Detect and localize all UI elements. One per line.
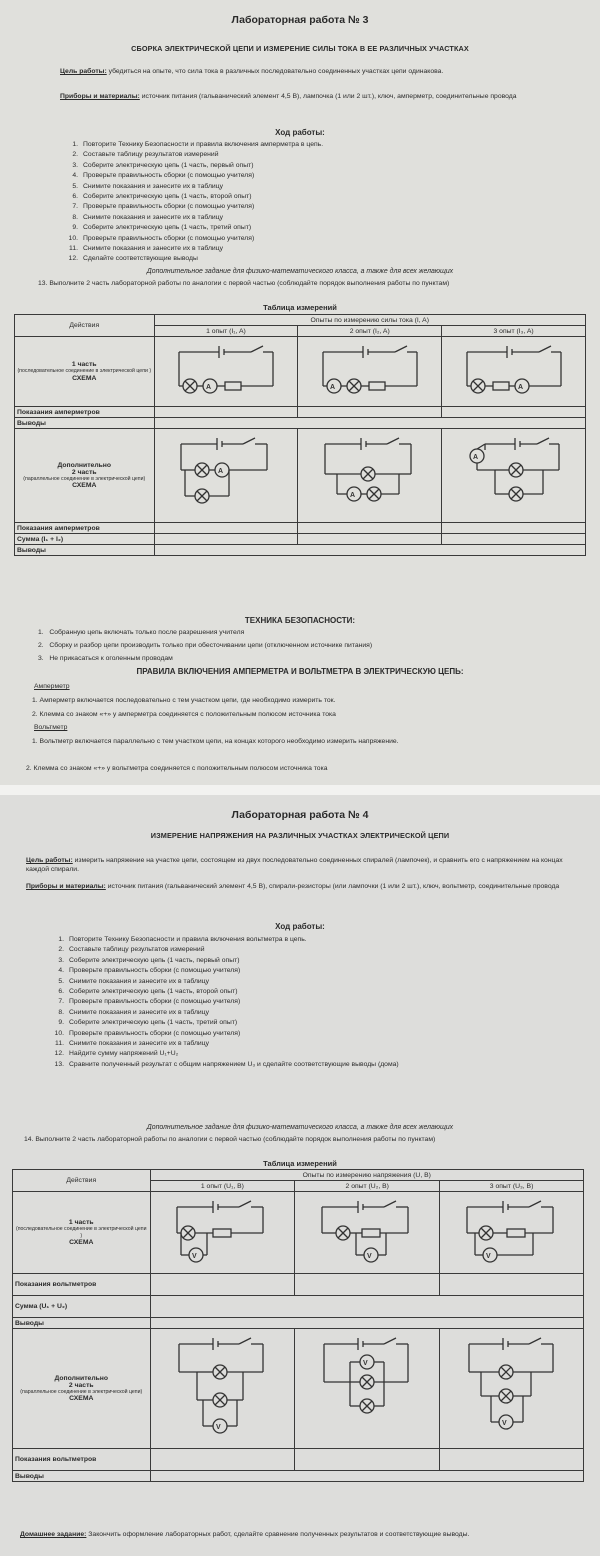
svg-text:A: A [329,383,335,391]
lab3-subtitle: СБОРКА ЭЛЕКТРИЧЕСКОЙ ЦЕПИ И ИЗМЕРЕНИЕ СИЛЫ ТОКА В ЕЕ РАЗЛИЧНЫХ УЧАСТКАХ [131,44,469,53]
series-circuit-voltmeter-diagram [167,1197,277,1269]
lab4-step: 3. Соберите электрическую цепь (1 часть, первый опыт) [58,956,240,964]
svg-text:A: A [517,383,523,391]
lab4-th-exp-2: 2 опыт (U₂, B) [295,1181,440,1192]
series-circuit-ammeter-diagram [459,342,569,402]
lab3-th-group: Опыты по измерению силы тока (I, A) [154,315,585,326]
lab3-circuit-2-cell [298,337,442,407]
lab4-homework [20,1531,580,1540]
lab3-part2-label: 2 часть [71,468,97,476]
svg-text:A: A [205,383,211,391]
lab4-goal-text: измерить напряжение на участке цепи, состоящем из двух последовательно соединенных спиралей (лампочек), и сравнить его с напряжением на концах каждой спирали. [26,857,563,873]
lab3-step: 5. Снимите показания и занесите их в таблицу [72,182,223,190]
lab4-tools-text: источник питания (гальванический элемент 4,5 В), спирали-резисторы (или лампочки (1 или 2 шт.), ключ, вольтметр, соединительные провода [105,883,560,890]
lab4-step: 7. Проверьте правильность сборки (с помощью учителя) [58,998,241,1006]
lab4-th-exp-1: 1 опыт (U₁, B) [150,1181,295,1192]
lab3-part1-label: 1 часть [71,361,97,369]
lab3-safety-item: 2. Сборку и разбор цепи производить только при обесточивании цепи (отключенном источнике питания) [38,642,373,649]
lab3-tools-text: источник питания (гальванический элемент 4,5 В), лампочка (1 или 2 шт.), ключ, амперметр, соединительные провода [139,93,517,100]
lab4-part1-note: (последовательное соединение в электрической цепи ) [16,1226,147,1239]
lab4-circuit-2-cell [295,1192,440,1274]
lab4-step: 13. Сравните полученный результат с общим напряжением U₃ и сделайте соответствующие выводы (дома) [54,1060,399,1068]
lab3-tools [60,93,560,102]
lab4-circuit-1-cell [150,1192,295,1274]
lab4-circuit-4-cell [150,1329,295,1449]
lab3-rules-title: ПРАВИЛА ВКЛЮЧЕНИЯ АМПЕРМЕТРА И ВОЛЬТМЕТРА В ЭЛЕКТРИЧЕСКУЮ ЦЕПЬ: [136,667,464,676]
lab3-step: 4. Проверьте правильность сборки (с помощью учителя) [72,172,255,180]
svg-text:V: V [216,1423,222,1431]
lab3-step: 10. Проверьте правильность сборки (с помощью учителя) [68,234,255,242]
lab4-th-exp-3: 3 опыт (U₃, B) [440,1181,584,1192]
lab3-goal [60,68,560,77]
lab4-part2-note: (параллельное соединение в электрической цепи) [20,1388,143,1395]
lab4-task-14: 14. Выполните 2 часть лабораторной работы по аналогии с первой частью (соблюдайте порядок выполнения работы по пунктам) [24,1136,436,1143]
lab4-part2-add-label: Дополнительно [54,1374,109,1382]
lab4-step: 12. Найдите сумму напряжений U₁+U₂ [54,1050,179,1058]
lab3-row-sum: Сумма (I₁ + I₂) [15,534,155,545]
lab4-homework-text: Закончить оформление лабораторных работ, сделайте сравнение полученных результатов и соответствующие выводы. [86,1531,470,1538]
lab3-part1-note: (последовательное соединение в электрической цепи ) [17,368,152,375]
lab4-th-actions: Действия [13,1170,151,1192]
lab3-th-actions: Действия [15,315,155,337]
lab4-step: 8. Снимите показания и занесите их в таблицу [58,1008,209,1016]
page-separator [0,785,600,795]
lab4-tools [26,883,574,892]
lab4-step: 1. Повторите Технику Безопасности и правила включения вольтметра в цепь. [58,936,307,943]
lab3-measurement-table [14,314,586,556]
lab3-row-readings2: Показания амперметров [15,523,155,534]
svg-text:A: A [217,467,223,475]
lab4-step: 10. Проверьте правильность сборки (с помощью учителя) [54,1029,241,1037]
lab3-step: 1. Повторите Технику Безопасности и правила включения амперметра в цепь. [72,141,324,148]
series-circuit-voltmeter-diagram [312,1197,422,1269]
lab4-step: 5. Снимите показания и занесите их в таблицу [58,977,209,985]
lab4-schema2-label: СХЕМА [69,1395,94,1403]
lab4-measurement-table [12,1169,584,1482]
series-circuit-ammeter-diagram [171,342,281,402]
lab4-circuit-5-cell [295,1329,440,1449]
parallel-circuit-voltmeter-diagram [312,1334,422,1444]
lab4-step: 4. Проверьте правильность сборки (с помощью учителя) [58,967,241,975]
svg-text:V: V [485,1252,491,1260]
lab3-ammeter-label: Амперметр [34,683,70,690]
lab3-step: 12. Сделайте соответствующие выводы [68,255,198,263]
lab3-row-conclusions: Выводы [15,418,155,429]
lab4-subtitle: ИЗМЕРЕНИЕ НАПРЯЖЕНИЯ НА РАЗЛИЧНЫХ УЧАСТКАХ ЭЛЕКТРИЧЕСКОЙ ЦЕПИ [150,831,450,840]
lab3-part2-cell [15,429,155,523]
lab3-step: 11. Снимите показания и занесите их в таблицу [69,245,223,253]
lab3-step: 9. Соберите электрическую цепь (1 часть, третий опыт) [72,224,252,232]
lab4-step: 2. Составьте таблицу результатов измерений [58,946,205,954]
lab4-extra-task-note: Дополнительное задание для физико-математического класса, а также для всех желающих [146,1124,454,1131]
lab4-step: 11. Снимите показания и занесите их в таблицу [55,1040,209,1048]
lab3-circuit-5-cell [298,429,442,523]
svg-text:V: V [363,1359,368,1367]
parallel-circuit-ammeter-diagram [459,436,569,516]
lab3-voltmeter-rule: 2. Клемма со знаком «+» у вольтметра соединяется с положительным полюсом источника тока [26,765,328,772]
svg-text:A: A [349,491,355,499]
lab3-step: 2. Составьте таблицу результатов измерений [72,151,219,159]
series-circuit-voltmeter-diagram [457,1197,567,1269]
lab3-ammeter-rule: 2. Клемма со знаком «+» у амперметра соединяется с положительным полюсом источника тока [32,711,336,718]
lab4-goal-label: Цель работы: [26,857,73,864]
lab3-row-readings: Показания амперметров [15,407,155,418]
lab3-task-13: 13. Выполните 2 часть лабораторной работы по аналогии с первой частью (соблюдайте порядок выполнения работы по пунктам) [38,280,450,287]
lab3-safety-item: 3. Не прикасаться к оголенным проводам [38,655,173,662]
parallel-circuit-voltmeter-diagram [167,1334,277,1444]
lab3-part2-add-label: Дополнительно [57,461,112,469]
lab4-procedure-heading: Ход работы: [275,922,325,931]
lab3-schema-label: СХЕМА [72,374,97,382]
lab3-th-exp-3: 3 опыт (I₃, A) [442,326,586,337]
lab4-schema-label: СХЕМА [69,1238,94,1246]
lab4-part1-cell [13,1192,151,1274]
lab3-goal-label: Цель работы: [60,68,107,75]
lab3-circuit-4-cell [154,429,298,523]
lab3-voltmeter-label: Вольтметр [34,724,68,731]
lab4-row-readings: Показания вольтметров [13,1274,151,1296]
lab4-row-conclusions: Выводы [13,1318,151,1329]
lab4-homework-label: Домашнее задание: [20,1531,87,1538]
lab4-part2-label: 2 часть [68,1381,94,1389]
lab-work-4-sheet [0,795,600,1556]
lab4-tools-label: Приборы и материалы: [26,883,106,890]
parallel-circuit-ammeter-diagram [171,436,281,516]
lab3-ammeter-rule: 1. Амперметр включается последовательно с тем участком цепи, где необходимо измерить ток. [32,697,336,704]
lab3-row-conclusions2: Выводы [15,545,155,556]
lab3-step: 7. Проверьте правильность сборки (с помощью учителя) [72,203,255,211]
lab4-table-caption: Таблица измерений [263,1159,337,1168]
svg-text:V: V [501,1419,507,1427]
lab3-schema2-label: СХЕМА [72,482,97,490]
lab3-title: Лабораторная работа № 3 [231,14,369,26]
lab3-part2-note: (параллельное соединение в электрической цепи) [23,475,146,482]
lab3-circuit-3-cell [442,337,586,407]
lab4-step: 9. Соберите электрическую цепь (1 часть, третий опыт) [58,1019,238,1027]
lab3-circuit-1-cell [154,337,298,407]
lab3-step: 8. Снимите показания и занесите их в таблицу [72,213,223,221]
parallel-circuit-ammeter-diagram [315,436,425,516]
lab3-goal-text: убедиться на опыте, что сила тока в различных последовательно соединенных участках цепи одинакова. [106,68,444,75]
lab3-part1-cell [15,337,155,407]
svg-text:V: V [192,1252,198,1260]
lab4-row-readings2: Показания вольтметров [13,1449,151,1471]
lab3-procedure-heading: Ход работы: [275,128,325,137]
lab4-title: Лабораторная работа № 4 [231,809,369,821]
lab4-circuit-3-cell [440,1192,584,1274]
lab4-goal [26,857,574,874]
lab4-part1-label: 1 часть [68,1219,94,1227]
lab3-step: 3. Соберите электрическую цепь (1 часть, первый опыт) [72,161,254,169]
lab4-row-conclusions2: Выводы [13,1471,151,1482]
lab3-th-exp-1: 1 опыт (I₁, A) [154,326,298,337]
lab4-part2-cell [13,1329,151,1449]
lab4-th-group: Опыты по измерению напряжения (U, B) [150,1170,583,1181]
lab4-step: 6. Соберите электрическую цепь (1 часть, второй опыт) [58,988,238,996]
lab3-safety-item: 1. Собранную цепь включать только после разрешения учителя [38,629,245,636]
lab3-tools-label: Приборы и материалы: [60,93,140,100]
svg-text:V: V [367,1252,372,1260]
lab3-table-caption: Таблица измерений [263,303,337,312]
series-circuit-ammeter-diagram [315,342,425,402]
lab3-steps-list [38,140,323,265]
lab4-steps-list [24,935,399,1070]
svg-text:A: A [472,453,478,461]
lab3-circuit-6-cell [442,429,586,523]
lab4-row-sum: Сумма (U₁ + U₂) [13,1296,151,1318]
lab3-step: 6. Соберите электрическую цепь (1 часть, второй опыт) [72,193,252,201]
lab3-safety-title: ТЕХНИКА БЕЗОПАСНОСТИ: [244,616,356,625]
lab4-circuit-6-cell [440,1329,584,1449]
lab3-voltmeter-rule: 1. Вольтметр включается параллельно с тем участком цепи, на концах которого необходимо измерить напряжение. [32,738,399,745]
lab3-extra-task-note: Дополнительное задание для физико-математического класса, а также для всех желающих [146,268,454,275]
parallel-circuit-voltmeter-diagram [457,1334,567,1444]
lab3-th-exp-2: 2 опыт (I₂, A) [298,326,442,337]
